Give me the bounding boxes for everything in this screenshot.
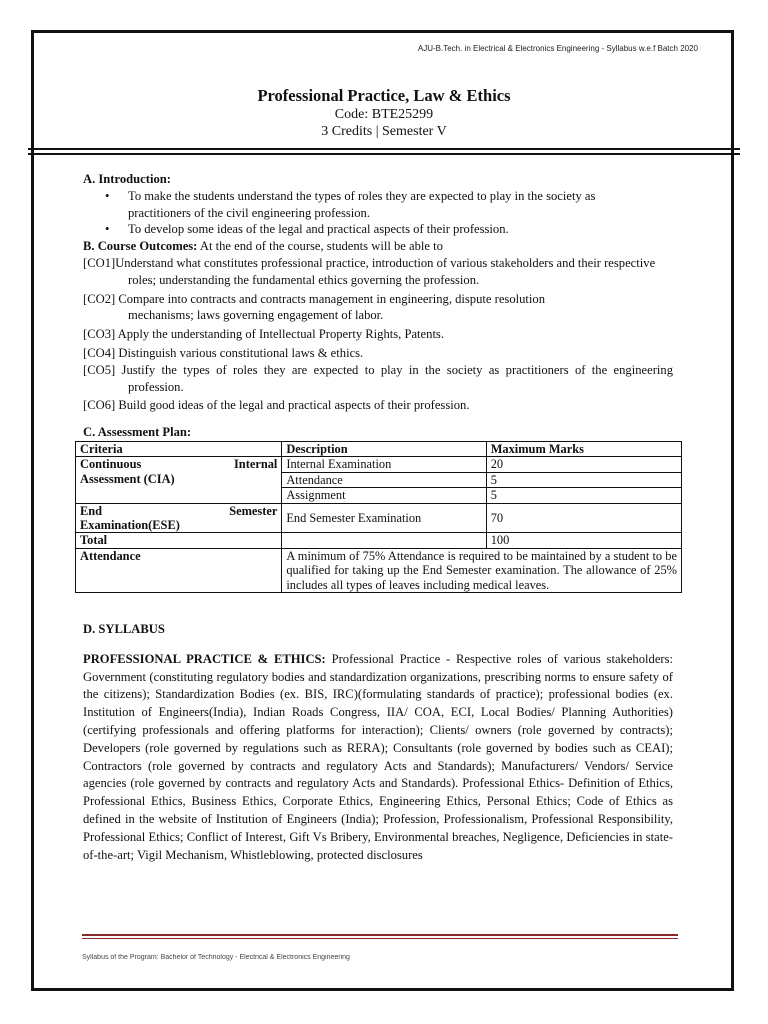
table-cell: Attendance — [282, 472, 486, 487]
assessment-heading: C. Assessment Plan: — [83, 425, 192, 440]
header-rule-bottom — [28, 153, 740, 155]
syllabus-heading: D. SYLLABUS — [83, 622, 165, 637]
table-header-row — [76, 441, 682, 456]
outcome-item: [CO4] Distinguish various constitutional laws & ethics. — [83, 345, 364, 360]
assessment-table — [75, 441, 682, 593]
header-rule-top — [28, 148, 740, 150]
table-row — [76, 533, 682, 548]
table-header-cell: Description — [282, 441, 486, 456]
outcome-item: [CO2] Compare into contracts and contracts management in engineering, dispute resolution mechanisms; laws governing engagement of labor. — [83, 291, 546, 323]
table-cell: 100 — [486, 533, 681, 548]
course-credits: 3 Credits | Semester V — [321, 124, 447, 139]
title-block — [34, 86, 734, 140]
outcomes-heading: B. Course Outcomes: — [83, 239, 198, 254]
table-header-cell: Criteria — [76, 441, 282, 456]
footer-rule — [82, 934, 678, 936]
table-header-cell: Maximum Marks — [486, 441, 681, 456]
table-cell: Attendance — [76, 548, 282, 592]
outcomes-intro — [83, 238, 673, 255]
table-cell: 20 — [486, 457, 681, 472]
footer-text: Syllabus of the Program: Bachelor of Technology - Electrical & Electronics Engineering — [82, 954, 350, 961]
table-cell: Internal Examination — [282, 457, 486, 472]
outcome-item: [CO3] Apply the understanding of Intellectual Property Rights, Patents. — [83, 327, 444, 342]
course-code: Code: BTE25299 — [334, 107, 434, 122]
table-cell: Assignment — [282, 488, 486, 503]
table-row — [76, 457, 682, 472]
table-row — [76, 503, 682, 533]
table-cell: 5 — [486, 488, 681, 503]
table-cell: 70 — [486, 503, 681, 533]
table-cell — [282, 533, 486, 548]
introduction-bullet: • To make the students understand the types of roles they are expected to play in the society as practitioners of the civil engineering profession. — [83, 188, 673, 222]
introduction-heading: A. Introduction: — [83, 172, 171, 186]
header-note: AJU-B.Tech. in Electrical & Electronics Engineering - Syllabus w.e.f Batch 2020 — [417, 44, 698, 53]
outcome-item: [CO5] Justify the types of roles they are expected to play in the society as practitioners of the engineering profession. — [83, 362, 673, 394]
content — [80, 171, 677, 864]
syllabus-body — [83, 651, 673, 865]
ese-criteria-cell: End Semester Examination(ESE) — [76, 503, 282, 533]
outcome-item: [CO1]Understand what constitutes professional practice, introduction of various stakeholders and their respective roles; understanding the fundamental ethics governing the profession. — [83, 255, 656, 287]
footer-rule — [82, 938, 678, 939]
outcomes-lead: At the end of the course, students will be able to — [199, 239, 443, 254]
table-cell: A minimum of 75% Attendance is required to be maintained by a student to be qualified for taking up the End Semester examination. The allowance of 25% includes all types of leaves including medical leaves. — [282, 548, 682, 592]
cia-criteria-cell: Continuous Internal Assessment (CIA) — [76, 457, 282, 503]
table-cell: Total — [76, 533, 282, 548]
introduction-list — [83, 188, 673, 238]
course-title: Professional Practice, Law & Ethics — [257, 86, 511, 105]
syllabus-unit-title: PROFESSIONAL PRACTICE & ETHICS: — [83, 651, 326, 666]
outcome-item: [CO6] Build good ideas of the legal and practical aspects of their profession. — [83, 398, 470, 413]
table-cell: End Semester Examination — [282, 503, 486, 533]
table-cell: 5 — [486, 472, 681, 487]
syllabus-unit-text: Professional Practice - Respective roles of various stakeholders: Government (constituting regulatory bodies and standardization organizations, prescribing norms to ensure safety of the citizens); Standardization Bodies (ex. BIS, IRC)(formulating standards of practice); professional bodies (ex. Institution of Engineers(India), Indian Roads Congress, IIA/ COA, ECI, Local Bodies/ Planning Authorities) (certifying professionals and offering platforms for interaction); Clients/ owners (role governed by contracts); Developers (role governed by regulations such as RERA); Consultants (role governed by bodies such as CEAI); Contractors (role governed by contracts and regulatory Acts and Standards); Manufacturers/ Vendors/ Service agencies (role governed by contracts and regulatory Acts and Standards). Professional Ethics- Definition of Ethics, Professional Ethics, Business Ethics, Corporate Ethics, Engineering Ethics, Personal Ethics; Code of Ethics as defined in the website of Institution of Engineers (India); Profession, Professionalism, Professional Responsibility, Professional Ethics; Conflict of Interest, Gift Vs Bribery, Environmental breaches, Negligence, Deficiencies in state-of-the-art; Vigil Mechanism, Whistleblowing, protected disclosures — [83, 651, 673, 862]
introduction-bullet: • To develop some ideas of the legal and practical aspects of their profession. — [83, 221, 673, 238]
table-row — [76, 548, 682, 592]
